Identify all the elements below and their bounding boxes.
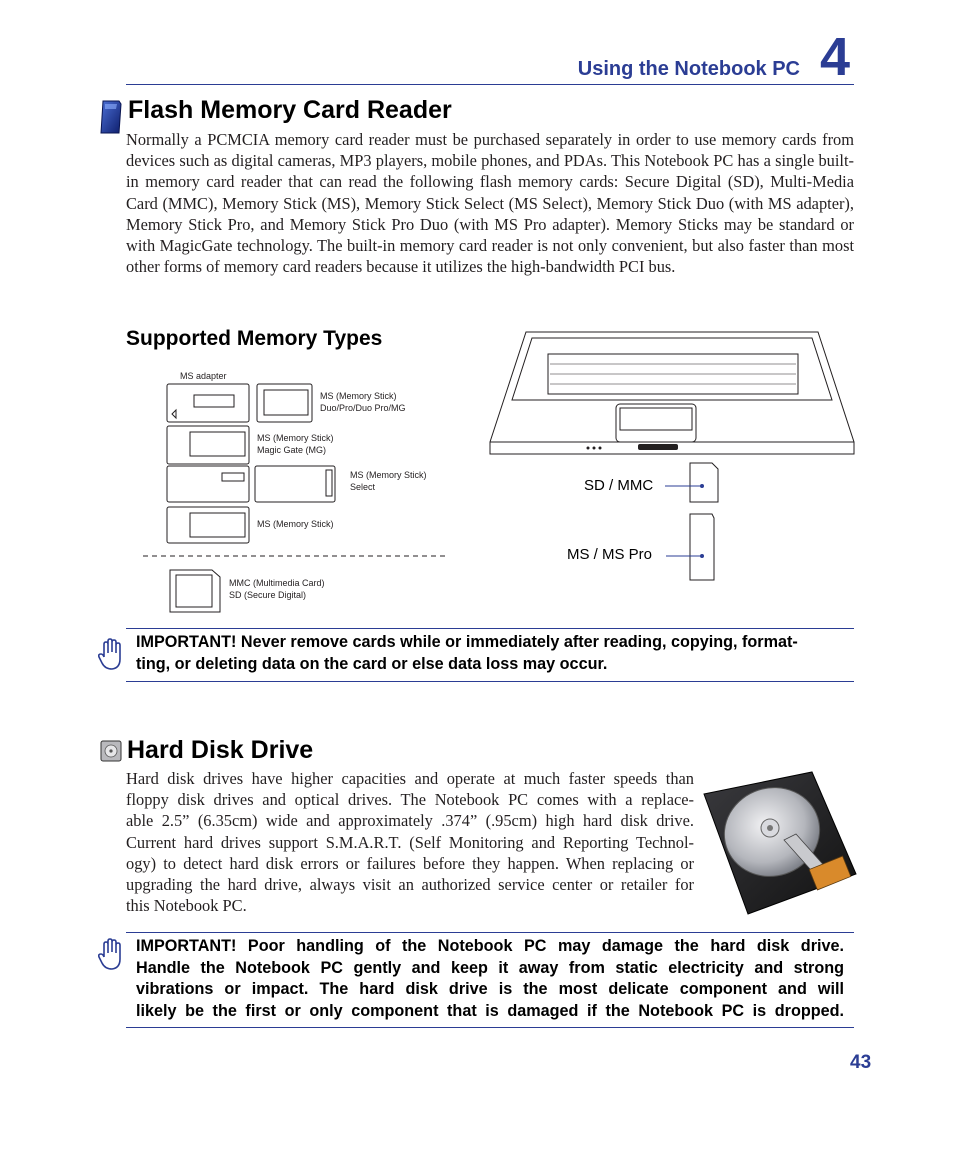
flash-heading: Flash Memory Card Reader <box>128 96 452 124</box>
supported-heading: Supported Memory Types <box>126 327 383 350</box>
important1-line1: IMPORTANT! Never remove cards while or immediately after reading, copying, format- <box>136 633 798 651</box>
label-ms-select-1: MS (Memory Stick) <box>350 470 427 480</box>
important2-top-rule <box>126 932 854 933</box>
important2-bottom-rule <box>126 1027 854 1028</box>
hdd-line: Current hard drives support S.M.A.R.T. (Self Monitoring and Reporting Technol- <box>126 832 694 852</box>
hdd-line: this Notebook PC. <box>126 896 247 916</box>
hdd-line: floppy disk drives and optical drives. The Notebook PC comes with a replace- <box>126 790 694 810</box>
page-number: 43 <box>850 1052 872 1073</box>
memory-card-icon <box>100 100 122 134</box>
important1-top-rule <box>126 628 854 629</box>
hand-icon <box>98 637 124 671</box>
hdd-heading: Hard Disk Drive <box>127 736 314 764</box>
important2-line: vibrations or impact. The hard disk drive is the most delicate component and will <box>136 980 844 998</box>
callout-sd-mmc: SD / MMC <box>584 477 654 494</box>
notebook-illustration <box>488 330 856 460</box>
label-mmc-2: SD (Secure Digital) <box>229 590 307 600</box>
important2-line: Handle the Notebook PC gently and keep it away from static electricity and strong <box>136 958 844 977</box>
hdd-line: Hard disk drives have higher capacities and operate at much faster speeds than <box>126 769 694 788</box>
card-slot-callout-illustration <box>660 460 730 585</box>
label-ms-select-2: Select <box>350 482 376 492</box>
important1-bottom-rule <box>126 681 854 682</box>
label-ms-adapter: MS adapter <box>180 371 227 381</box>
label-mmc-1: MMC (Multimedia Card) <box>229 578 325 588</box>
hdd-line: ogy) to detect hard disk errors or failures before they happen. When replacing or <box>126 853 694 873</box>
chapter-title: Using the Notebook PC <box>577 58 800 80</box>
label-ms: MS (Memory Stick) <box>257 519 334 529</box>
important2-line: IMPORTANT! Poor handling of the Notebook PC may damage the hard disk drive. <box>136 937 844 955</box>
label-ms-mg-1: MS (Memory Stick) <box>257 433 334 443</box>
flash-paragraph: Normally a PCMCIA memory card reader must be purchased separately in order to use memory cards from devices such as digital cameras, MP3 players, mobile phones, and PDAs. This Notebook PC has a single built-in memory card reader that can read the following flash memory cards: Secure Digital (SD), Multi-Media Card (MMC), Memory Stick (MS), Memory Stick Select (MS Select), Memory Stick Duo (with MS adapter), Memory Stick Pro, and Memory Stick Pro Duo (with MS Pro adapter). Memory Sticks may be standard or with MagicGate technology. The built-in memory card reader is not only convenient, but also faster than most other forms of memory card readers because it utilizes the high-bandwidth PCI bus. <box>126 130 854 277</box>
hdd-line: able 2.5” (6.35cm) wide and approximately .374” (.95cm) high hard disk drive. <box>126 811 694 831</box>
hand-icon <box>98 937 124 971</box>
callout-ms-pro: MS / MS Pro <box>567 546 653 563</box>
important1-line2: ting, or deleting data on the card or else data loss may occur. <box>136 655 608 673</box>
label-ms-duo-2: Duo/Pro/Duo Pro/MG <box>320 403 406 413</box>
label-ms-mg-2: Magic Gate (MG) <box>257 445 327 455</box>
hdd-paragraph <box>126 768 694 916</box>
label-ms-duo-1: MS (Memory Stick) <box>320 391 397 401</box>
hdd-line: upgrading the hard drive, always visit an authorized service center or retailer for <box>126 875 694 895</box>
header-rule <box>126 84 854 85</box>
hard-disk-illustration <box>700 770 858 916</box>
important2-line: likely be the first or only component that is damaged if the Notebook PC is dropped. <box>136 1001 844 1020</box>
hard-disk-icon <box>100 740 122 762</box>
important2-block <box>136 936 844 1022</box>
chapter-number: 4 <box>820 27 851 87</box>
